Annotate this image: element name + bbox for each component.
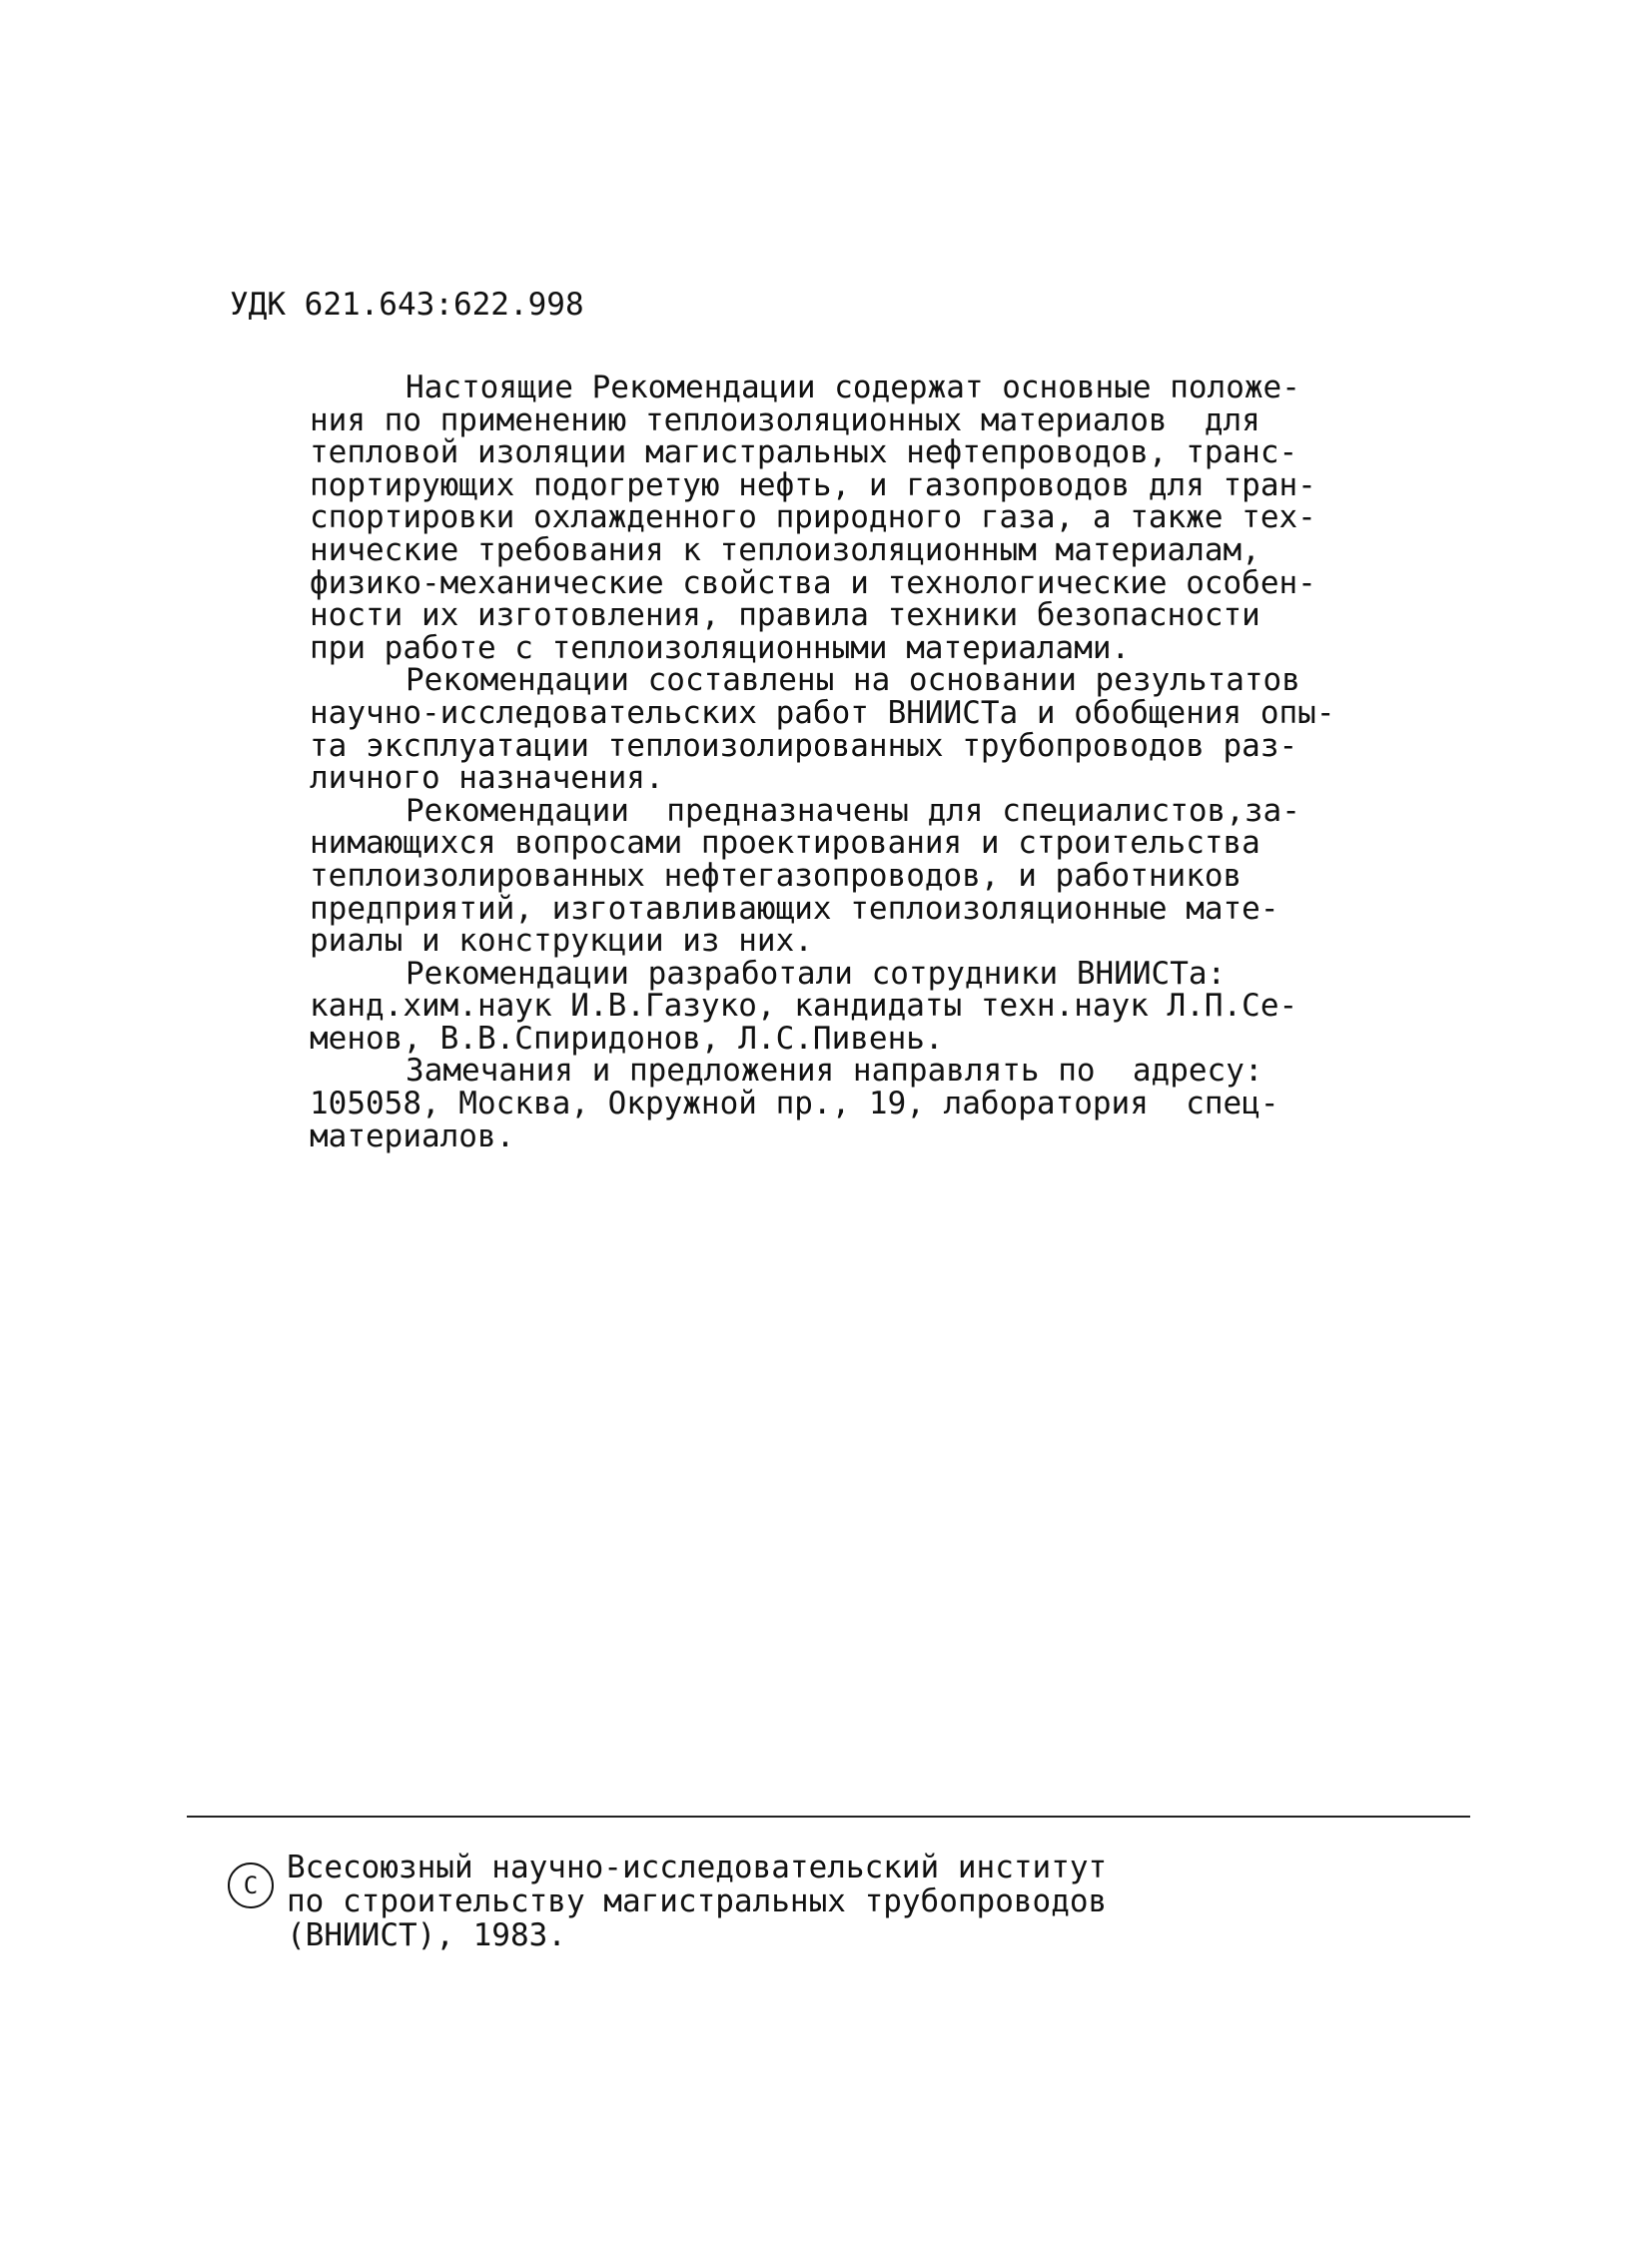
document-body [310,372,1448,1152]
body-line: теплоизолированных нефтегазопроводов, и работников [310,857,1242,894]
body-line: Рекомендации разработали сотрудники ВНИИСТа: [406,955,1227,992]
body-line: тепловой изоляции магистральных нефтепроводов, транс- [310,434,1298,471]
body-line: нимающихся вопросами проектирования и строительства [310,825,1260,862]
body-line: спортировки охлажденного природного газа, а также тех- [310,499,1316,536]
body-line: портирующих подогретую нефть, и газопроводов для тран- [310,466,1316,503]
body-line: 105058, Москва, Окружной пр., 19, лаборатория спец- [310,1086,1279,1122]
body-line: канд.хим.наук И.В.Газуко, кандидаты техн.наук Л.П.Се- [310,988,1298,1025]
body-line: менов, В.В.Спиридонов, Л.С.Пивень. [310,1020,944,1057]
body-line: Замечания и предложения направлять по адресу: [406,1053,1263,1090]
body-line: Настоящие Рекомендации содержат основные положе- [406,370,1300,405]
body-line: научно-исследовательских работ ВНИИСТа и обобщения опы- [310,694,1335,731]
copyright-notice [287,1851,1385,1952]
body-line: физико-механические свойства и технологические особен- [310,564,1316,601]
body-line: при работе с теплоизоляционными материалами. [310,629,1131,666]
body-line: риалы и конструкции из них. [310,923,813,960]
body-line: Рекомендации предназначены для специалистов,за- [406,792,1300,829]
body-line: нические требования к теплоизоляционным материалам, [310,531,1260,568]
copyright-line: Всесоюзный научно-исследовательский институт [287,1850,1108,1885]
body-line: ности их изготовления, правила техники безопасности [310,597,1260,634]
copyright-icon [228,1863,274,1908]
body-line: Рекомендации составлены на основании результатов [406,662,1300,699]
body-line: предприятий, изготавливающих теплоизоляционные мате- [310,890,1279,927]
udk-code: УДК 621.643:622.998 [230,287,584,323]
body-line: личного назначения. [310,760,664,797]
body-line: материалов. [310,1118,515,1154]
copyright-symbol: C [243,1871,259,1899]
body-line: та эксплуатации теплоизолированных трубопроводов раз- [310,727,1298,764]
footer-divider [187,1816,1470,1818]
copyright-line: по строительству магистральных трубопроводов [287,1883,1108,1919]
body-line: ния по применению теплоизоляционных материалов для [310,401,1260,438]
copyright-line: (ВНИИСТ), 1983. [287,1917,566,1953]
